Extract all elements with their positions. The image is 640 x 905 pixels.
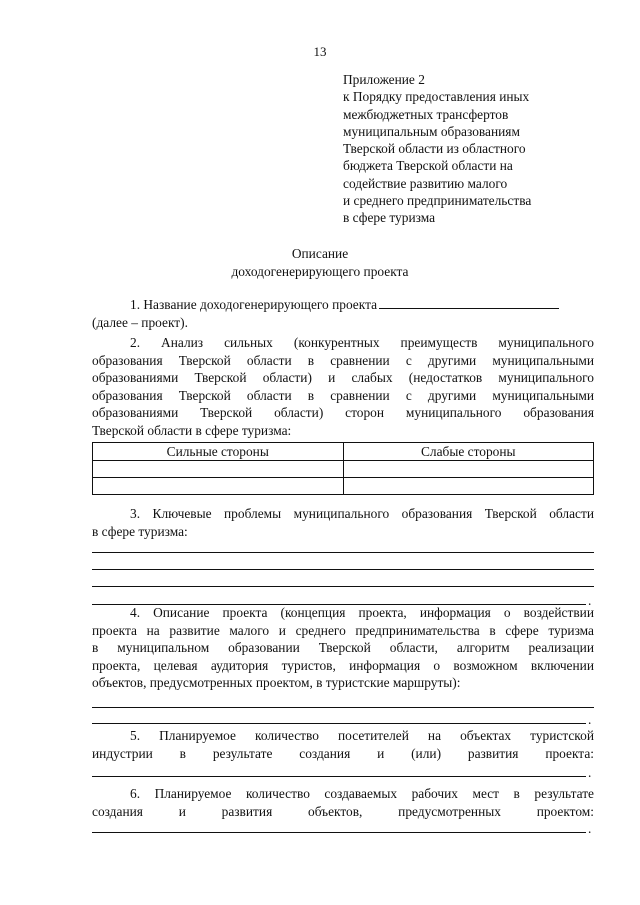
end-mark: . — [588, 712, 592, 727]
item-3-key-problems — [92, 505, 594, 540]
item-2-line: образованиями Тверской области) и слабых (недостатков муниципального — [92, 370, 594, 385]
title-line-2: доходогенерирующего проекта — [231, 263, 409, 279]
item-5-planned-visitors — [92, 727, 594, 762]
item-1-label: 1. Название доходогенерирующего проекта — [130, 297, 378, 312]
item-5-line: индустрии в результате создания и (или) развития проекта: — [92, 745, 594, 761]
appendix-line: и среднего предпринимательства — [343, 193, 532, 209]
end-mark: . — [588, 821, 592, 836]
end-mark: . — [588, 765, 592, 780]
strengths-weaknesses-table — [92, 442, 594, 495]
end-mark: . — [588, 593, 592, 608]
project-name-field[interactable] — [379, 296, 559, 309]
appendix-line: в сфере туризма — [343, 210, 436, 226]
table-cell[interactable] — [93, 478, 344, 495]
column-header-weaknesses: Слабые стороны — [343, 443, 594, 461]
item-3-answer-line[interactable] — [92, 586, 594, 587]
appendix-header — [343, 71, 613, 227]
item-4-line: проекта, целевая аудитория туристов, информация о возможном включении — [92, 657, 594, 673]
item-4-answer-line[interactable] — [92, 723, 586, 724]
item-4-line: 4. Описание проекта (концепция проекта, информация о воздействии — [130, 605, 594, 620]
appendix-line: Тверской области из областного — [343, 141, 526, 157]
item-3-answer-line[interactable] — [92, 569, 594, 570]
item-2-line: образованиями Тверской области) сторон муниципального образования — [92, 405, 594, 420]
item-6-line: создания и развития объектов, предусмотренных проектом: — [92, 803, 594, 819]
table-row — [93, 461, 594, 478]
item-1-project-name — [92, 296, 594, 331]
table-cell[interactable] — [93, 461, 344, 478]
item-4-line: объектов, предусмотренных проектом, в туристские маршруты): — [92, 675, 461, 690]
item-2-line: Тверской области в сфере туризма: — [92, 422, 292, 438]
title-line-1: Описание — [291, 246, 349, 261]
item-2-analysis — [92, 334, 594, 439]
item-5-answer-line[interactable] — [92, 776, 586, 777]
appendix-line: содействие развитию малого — [343, 175, 508, 191]
item-4-answer-line[interactable] — [92, 707, 594, 708]
item-3-answer-line[interactable] — [92, 552, 594, 553]
appendix-line: межбюджетных трансфертов — [343, 106, 509, 122]
item-2-line: 2. Анализ сильных (конкурентных преимуществ муниципального — [130, 335, 594, 350]
item-1-note: (далее – проект). — [92, 314, 188, 330]
appendix-line: муниципальным образованиям — [343, 123, 520, 139]
appendix-line: Приложение 2 — [343, 72, 425, 87]
item-5-line: 5. Планируемое количество посетителей на объектах туристской — [130, 728, 594, 743]
item-4-line: проекта на развитие малого и среднего предпринимательства в сфере туризма — [92, 622, 594, 638]
document-title — [0, 245, 640, 280]
item-3-line: 3. Ключевые проблемы муниципального образования Тверской области — [130, 506, 594, 521]
appendix-line: к Порядку предоставления иных — [343, 89, 530, 105]
item-3-line: в сфере туризма: — [92, 523, 188, 539]
item-6-line: 6. Планируемое количество создаваемых рабочих мест в результате — [130, 786, 594, 801]
item-6-answer-line[interactable] — [92, 832, 586, 833]
table-cell[interactable] — [343, 461, 594, 478]
table-row — [93, 478, 594, 495]
item-6-planned-jobs — [92, 785, 594, 820]
item-2-line: образования Тверской области в сравнении с другими муниципальными — [92, 387, 594, 403]
table-cell[interactable] — [343, 478, 594, 495]
appendix-line: бюджета Тверской области на — [343, 158, 513, 174]
item-4-line: в муниципальном образовании Тверской области, алгоритм реализации — [92, 640, 594, 655]
item-2-line: образования Тверской области в сравнении с другими муниципальными — [92, 352, 594, 368]
page-number: 13 — [313, 44, 327, 59]
item-4-project-description — [92, 604, 594, 692]
column-header-strengths: Сильные стороны — [93, 443, 344, 461]
